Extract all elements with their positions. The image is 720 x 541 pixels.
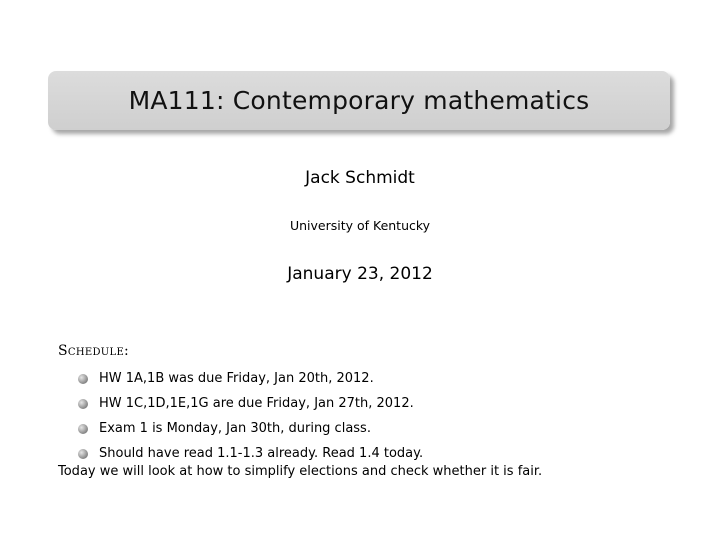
list-item-text: Should have read 1.1-1.3 already. Read 1.4 today. — [99, 446, 424, 461]
bullet-icon — [78, 374, 88, 384]
list-item-text: HW 1C,1D,1E,1G are due Friday, Jan 27th, 2012. — [99, 396, 414, 411]
bullet-icon — [78, 424, 88, 434]
title-box — [48, 71, 670, 130]
slide-date: January 23, 2012 — [287, 264, 433, 284]
list-item — [78, 416, 423, 441]
list-item — [78, 366, 423, 391]
author-name: Jack Schmidt — [305, 168, 415, 188]
bullet-icon — [78, 399, 88, 409]
schedule-heading: Schedule: — [58, 343, 130, 359]
slide-title: MA111: Contemporary mathematics — [128, 86, 590, 115]
list-item-text: HW 1A,1B was due Friday, Jan 20th, 2012. — [99, 371, 374, 386]
schedule-list — [78, 366, 423, 466]
list-item-text: Exam 1 is Monday, Jan 30th, during class. — [99, 421, 371, 436]
closing-text: Today we will look at how to simplify elections and check whether it is fair. — [58, 464, 543, 479]
bullet-icon — [78, 449, 88, 459]
institute-name: University of Kentucky — [289, 218, 431, 233]
list-item — [78, 391, 423, 416]
list-item — [78, 441, 423, 466]
